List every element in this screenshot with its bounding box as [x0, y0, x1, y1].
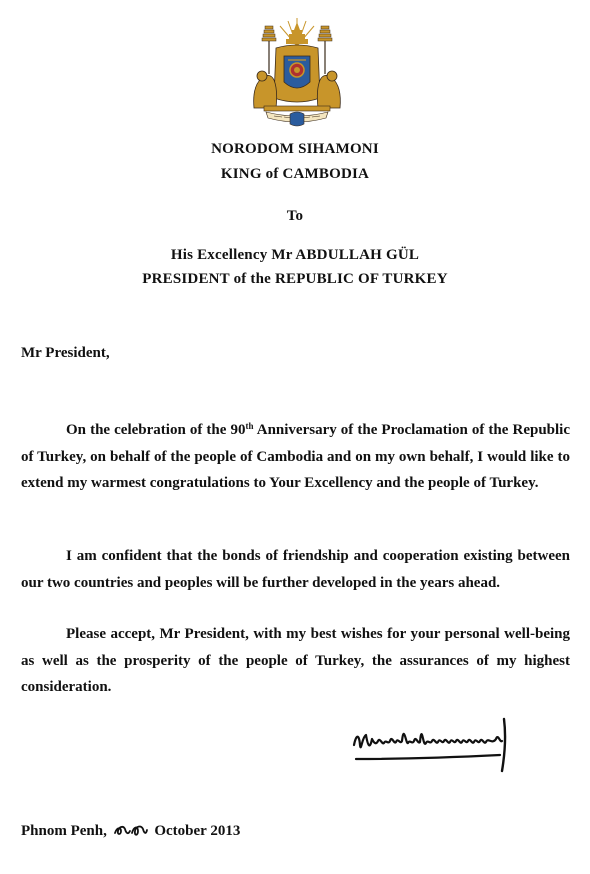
recipient-title: PRESIDENT of the REPUBLIC OF TURKEY: [142, 271, 448, 287]
place-date-line: [21, 821, 240, 840]
sender-name: NORODOM SIHAMONI: [211, 141, 379, 157]
body-paragraph-3: Please accept, Mr President, with my best wishes for your personal well-being as well as the prosperity of the people of Turkey, the assurances of my highest consideration.: [21, 626, 570, 695]
p1-start: On the celebration of the 90: [66, 422, 246, 438]
month-year: October 2013: [154, 823, 241, 839]
p1-ordinal-suffix: th: [245, 421, 254, 431]
body-paragraph-2: I am confident that the bonds of friendship and cooperation existing between our two countries and peoples will be further developed in the years ahead.: [21, 548, 570, 591]
body-paragraph-1: [21, 417, 570, 497]
salutation: Mr President,: [21, 345, 110, 361]
place: Phnom Penh,: [21, 823, 107, 839]
to-label: To: [286, 208, 304, 224]
signature-icon: [350, 715, 515, 773]
sender-title: KING of CAMBODIA: [220, 166, 370, 182]
handwritten-khmer-day-icon: [113, 821, 149, 839]
recipient-name: His Excellency Mr ABDULLAH GÜL: [170, 247, 420, 263]
royal-crest-icon: [248, 16, 346, 128]
p1-rest: Anniversary of the Proclamation of the Republic of Turkey, on behalf of the people of Cambodia and on my own behalf, I would like to extend my warmest congratulations to Your Excellency and the people of Turkey.: [21, 422, 570, 491]
